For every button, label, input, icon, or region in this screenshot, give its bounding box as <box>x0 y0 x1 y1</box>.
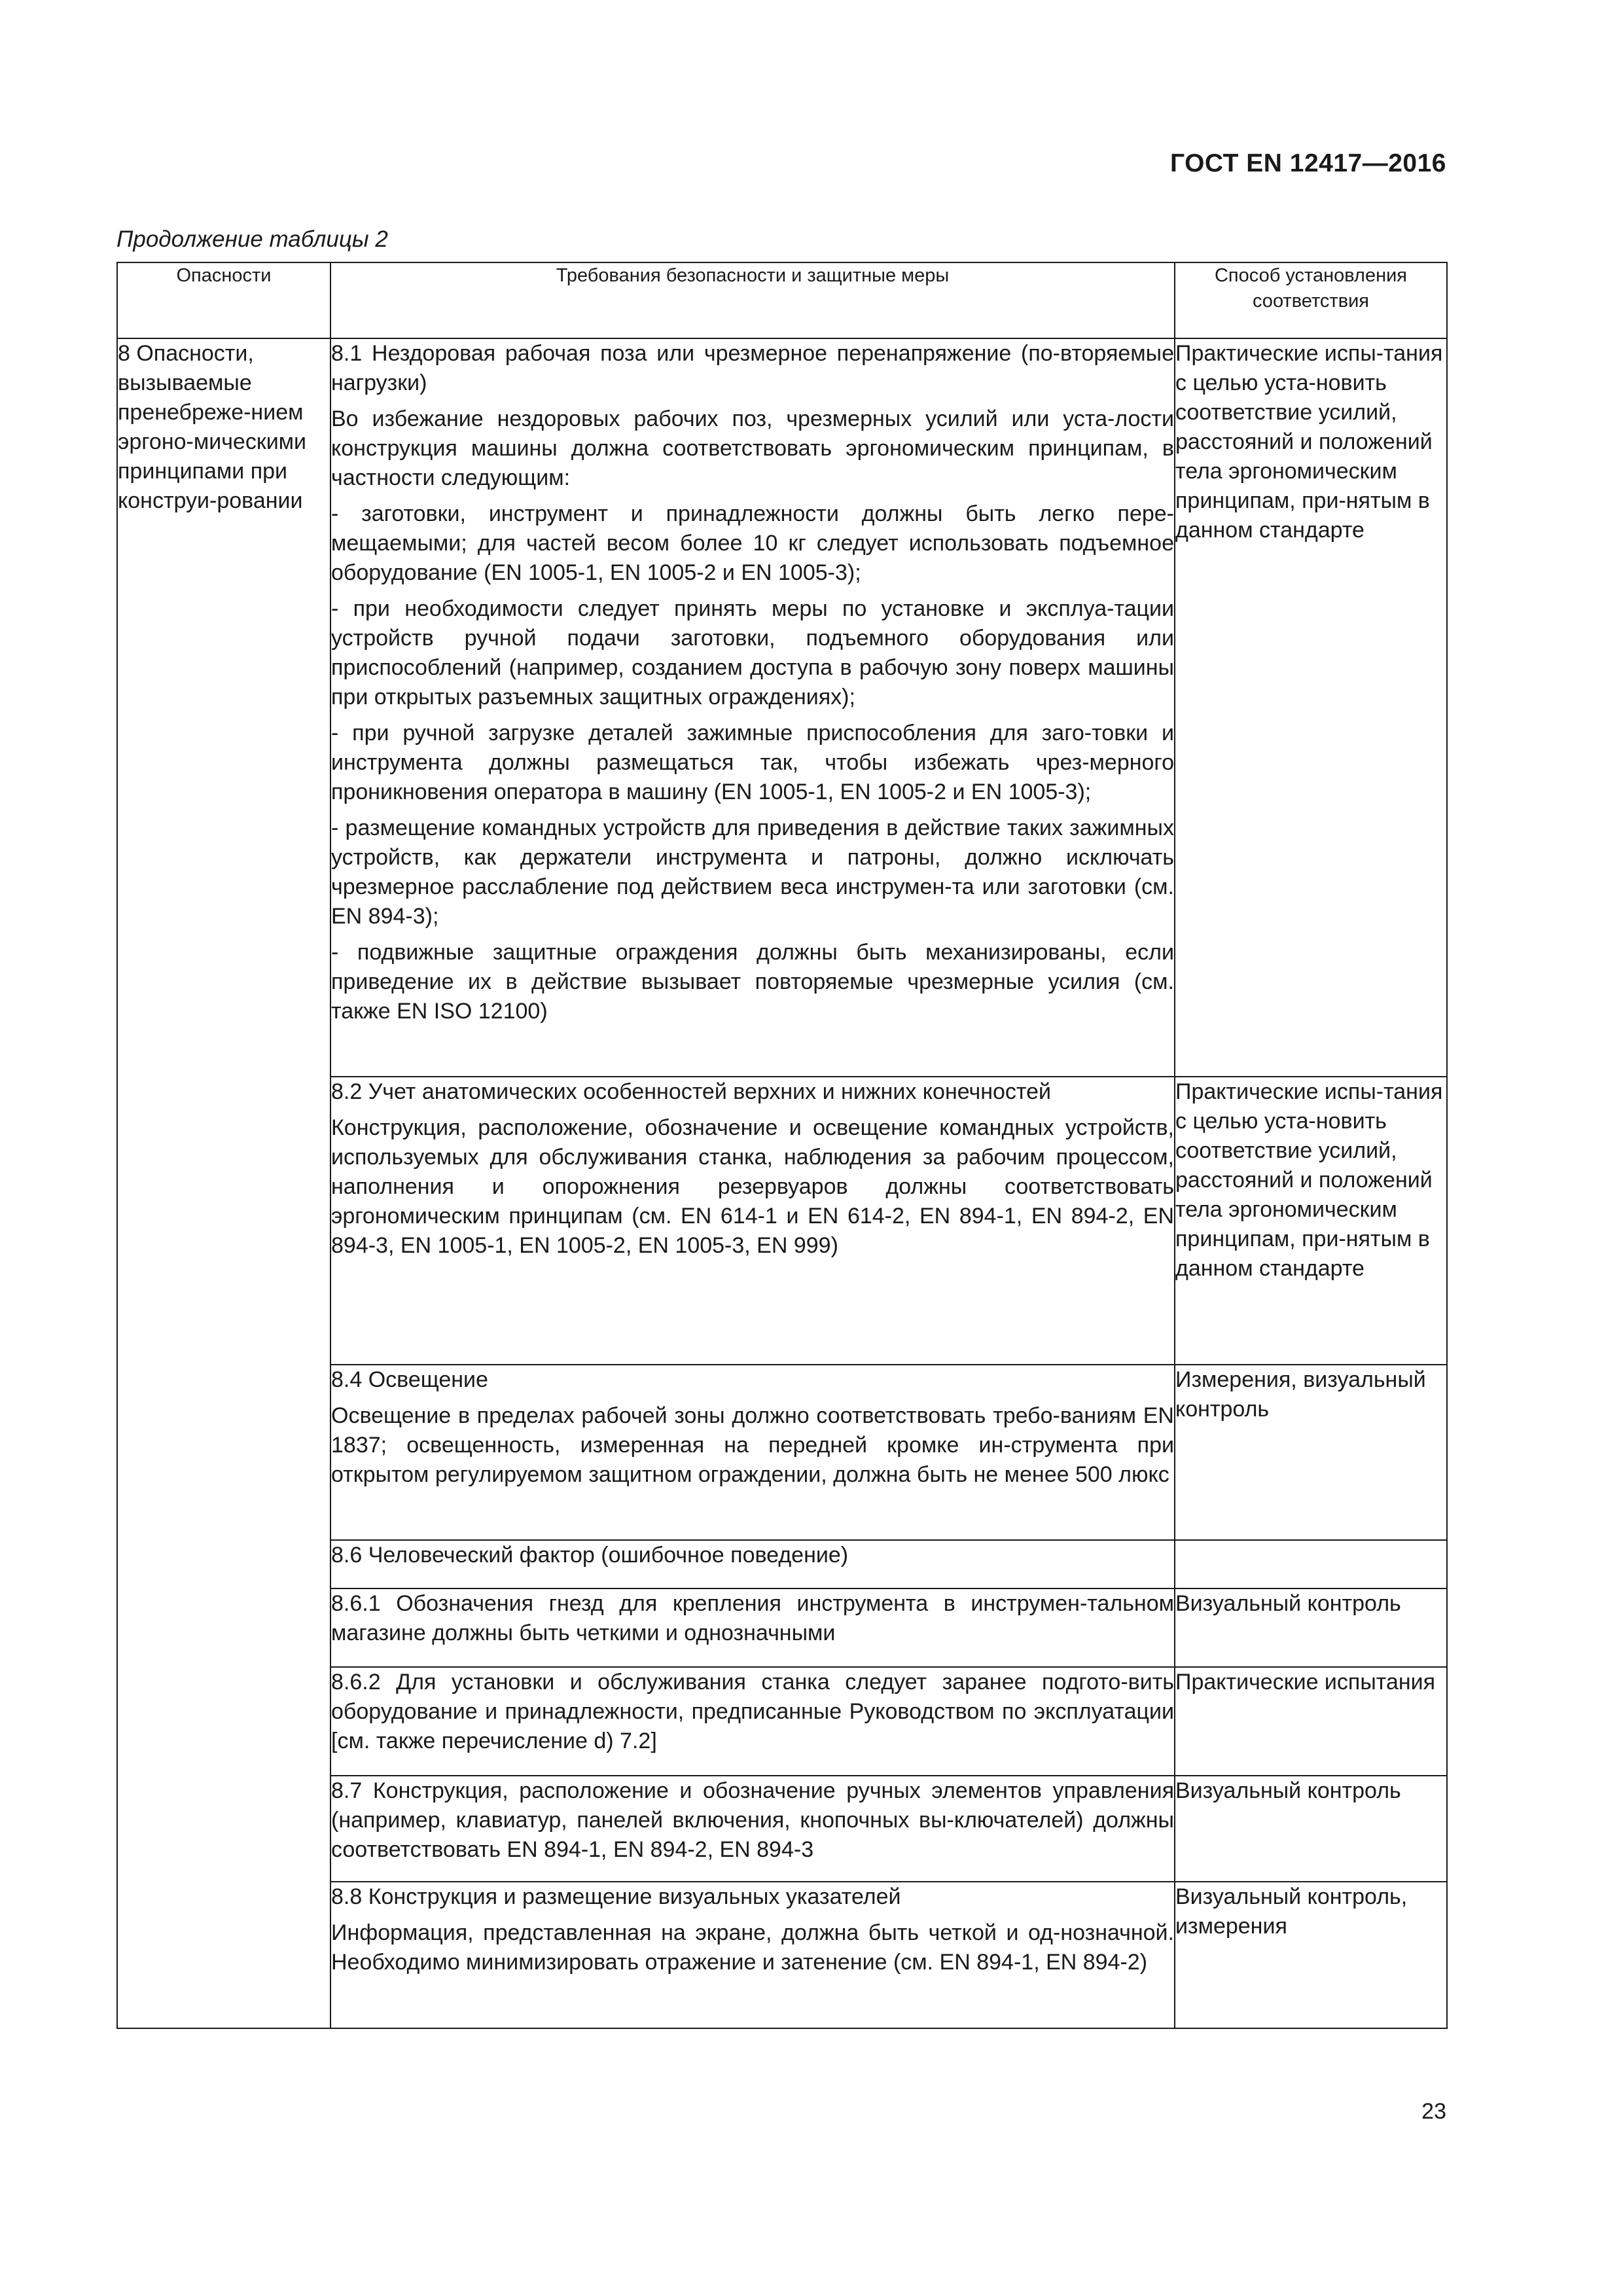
column-header-verification: Способ установления соответствия <box>1175 262 1447 338</box>
requirement-paragraph: Освещение в пределах рабочей зоны должно соответствовать требо-ваниям EN 1837; освещенность, измеренная на передней кромке ин-струмента при открытом регулируемом защитном ограждении, должна быть не менее 500 люкс <box>331 1403 1174 1487</box>
requirement-paragraph: - при ручной загрузке деталей зажимные приспособления для заго-товки и инструмента должны размещаться так, чтобы избежать чрез-мерного проникновения оператора в машину (EN 1005-1, EN 1005-2 и EN 1005-3); <box>331 721 1174 804</box>
requirement-paragraph: 8.7 Конструкция, расположение и обозначение ручных элементов управления (например, клавиатур, панелей включения, кнопочных вы-ключателей) должны соответствовать EN 894-1, EN 894-2, EN 894-3 <box>331 1778 1174 1862</box>
requirement-cell <box>330 1667 1175 1776</box>
verification-cell <box>1175 1077 1447 1365</box>
requirement-paragraph: - при необходимости следует принять меры по установке и эксплуа-тации устройств ручной подачи заготовки, подъемного оборудования или приспособлений (например, созданием доступа в рабочую зону поверх машины при открытых разъемных защитных ограждениях); <box>331 596 1174 709</box>
requirement-paragraph: - подвижные защитные ограждения должны быть механизированы, если приведение их в действие вызывает повторяемые чрезмерные усилия (см. также EN ISO 12100) <box>331 940 1174 1024</box>
requirement-paragraph: 8.4 Освещение <box>331 1367 488 1392</box>
document-code: ГОСТ EN 12417—2016 <box>1169 149 1446 177</box>
verification-cell <box>1175 1588 1447 1667</box>
verification-text: Визуальный контроль <box>1175 1591 1401 1616</box>
column-header-requirements: Требования безопасности и защитные меры <box>330 262 1175 338</box>
requirement-paragraph: - заготовки, инструмент и принадлежности должны быть легко пере-мещаемыми; для частей весом более 10 кг следует использовать подъемное оборудование (EN 1005-1, EN 1005-2 и EN 1005-3); <box>331 501 1174 585</box>
requirement-paragraph: 8.6.1 Обозначения гнезд для крепления инструмента в инструмен-тальном магазине должны быть четкими и однозначными <box>331 1591 1174 1645</box>
requirement-cell <box>330 1882 1175 2028</box>
requirement-paragraph: 8.1 Нездоровая рабочая поза или чрезмерное перенапряжение (по-вторяемые нагрузки) <box>331 341 1174 395</box>
requirement-cell <box>330 1540 1175 1588</box>
verification-text: Визуальный контроль, измерения <box>1175 1884 1408 1939</box>
verification-cell <box>1175 1365 1447 1540</box>
requirement-paragraph: 8.2 Учет анатомических особенностей верхних и нижних конечностей <box>331 1079 1051 1104</box>
requirement-paragraph: 8.6.2 Для установки и обслуживания станка следует заранее подгото-вить оборудование и принадлежности, предписанные Руководством по эксплуатации [см. также перечисление d) 7.2] <box>331 1670 1174 1753</box>
verification-cell <box>1175 338 1447 1077</box>
requirement-cell <box>330 1077 1175 1365</box>
hazard-cell: 8 Опасности, вызываемые пренебреже-нием эргоно-мическими принципами при конструи-ровании <box>117 338 330 2028</box>
verification-text: Практические испы-тания с целью уста-новить соответствие усилий, расстояний и положений тела эргономическим принципам, при-нятым в данном стандарте <box>1175 1079 1443 1281</box>
verification-text: Визуальный контроль <box>1175 1778 1401 1803</box>
requirement-cell <box>330 1588 1175 1667</box>
page-number: 23 <box>1421 2099 1446 2124</box>
requirement-cell <box>330 1365 1175 1540</box>
verification-cell <box>1175 1667 1447 1776</box>
verification-cell <box>1175 1776 1447 1882</box>
table-row <box>117 338 1447 1077</box>
column-header-hazards: Опасности <box>117 262 330 338</box>
requirements-table <box>116 262 1448 2029</box>
requirement-paragraph: Информация, представленная на экране, должна быть четкой и од-нозначной. Необходимо минимизировать отражение и затенение (см. EN 894-1, EN 894-2) <box>331 1920 1174 1975</box>
verification-cell <box>1175 1540 1447 1588</box>
requirement-paragraph: 8.8 Конструкция и размещение визуальных указателей <box>331 1884 901 1909</box>
table-caption: Продолжение таблицы 2 <box>116 226 388 252</box>
verification-text: Практические испытания <box>1175 1670 1436 1695</box>
requirement-cell <box>330 338 1175 1077</box>
verification-cell <box>1175 1882 1447 2028</box>
requirement-paragraph: Конструкция, расположение, обозначение и освещение командных устройств, используемых для обслуживания станка, наблюдения за рабочим процессом, наполнения и опорожнения резервуаров должны соответствовать эргономическим принципам (см. EN 614-1 и EN 614-2, EN 894-1, EN 894-2, EN 894-3, EN 1005-1, EN 1005-2, EN 1005-3, EN 999) <box>331 1115 1174 1258</box>
table-header-row <box>117 262 1447 338</box>
verification-text: Практические испы-тания с целью уста-новить соответствие усилий, расстояний и положений тела эргономическим принципам, при-нятым в данном стандарте <box>1175 341 1443 543</box>
table-body <box>117 338 1447 2028</box>
requirement-paragraph: 8.6 Человеческий фактор (ошибочное поведение) <box>331 1543 849 1568</box>
requirement-cell <box>330 1776 1175 1882</box>
requirement-paragraph: Во избежание нездоровых рабочих поз, чрезмерных усилий или уста-лости конструкция машины должна соответствовать эргономическим принципам, в частности следующим: <box>331 406 1174 490</box>
requirement-paragraph: - размещение командных устройств для приведения в действие таких зажимных устройств, как держатели инструмента и патроны, должно исключать чрезмерное расслабление под действием веса инструмен-та или заготовки (см. EN 894-3); <box>331 816 1174 929</box>
verification-text: Измерения, визуальный контроль <box>1175 1367 1426 1422</box>
